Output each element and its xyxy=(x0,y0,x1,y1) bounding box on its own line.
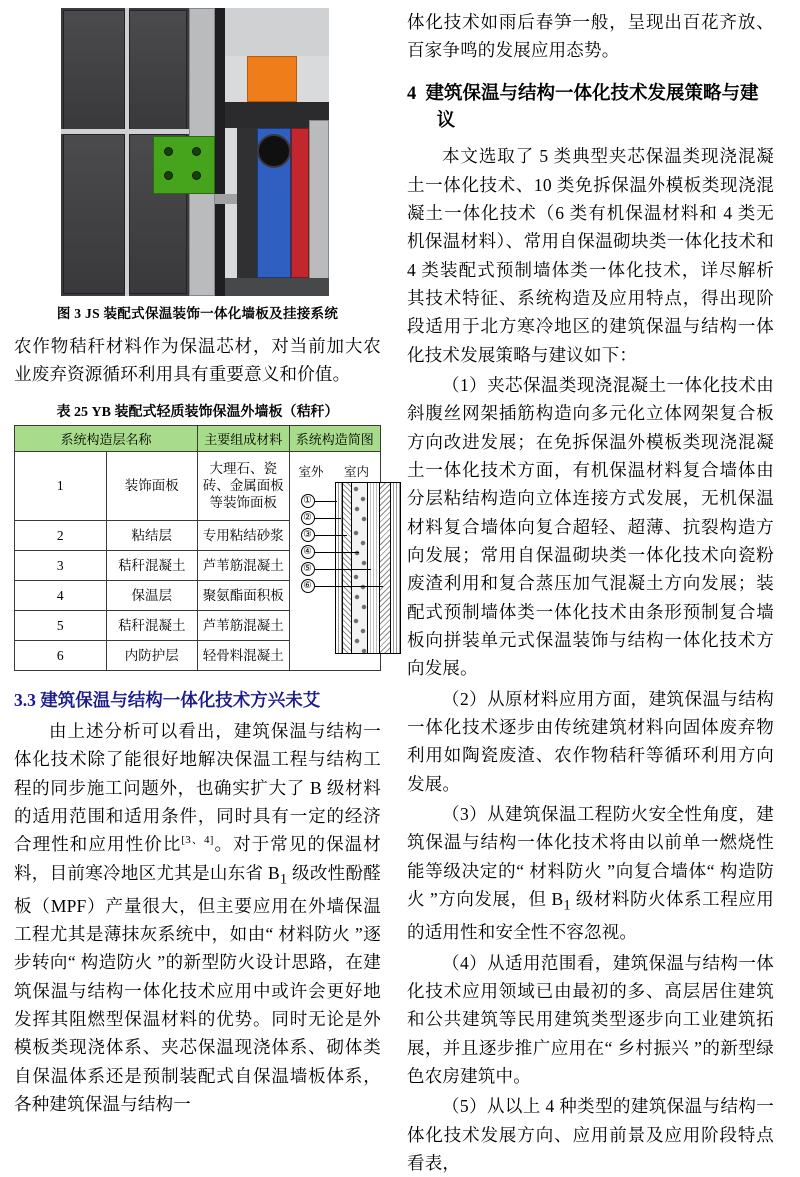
row-layer: 保温层 xyxy=(106,580,198,610)
callout-3: ③ xyxy=(301,528,315,542)
section-number: 4 xyxy=(407,83,417,104)
text-part-3: 级改性酚醛板（MPF）产量很大，但主要应用在外墙保温工程尤其是薄抹灰系统中，如由“ 材料防火 ”逐步转向“ 构造防火 ”的新型防火设计思路，在建筑保温与结构一体化技术应用中或许会更好地发挥其阻燃型保温材料的优势。同时无论是外模板类现浇体系、夹芯保温现浇体系、砌体类自保温体系还是预制装配式自保温墙板体系，各种建筑保温与结构一 xyxy=(14,862,381,1115)
text-part-1: 由上述分析可以看出，建筑保温与结构一体化技术除了能很好地解决保温工程与结构工程的同步施工问题外，也确实扩大了 B 级材料的适用范围和适用条件，同时具有一定的经济合理性和应用性价比 xyxy=(14,720,381,855)
table-row xyxy=(15,451,381,520)
row-index: 1 xyxy=(15,451,107,520)
figure-caption: 图 3 JS 装配式保温装饰一体化墙板及挂接系统 xyxy=(56,306,339,321)
row-index: 6 xyxy=(15,640,107,670)
diagram-label-outside: 室外 xyxy=(298,464,324,479)
figure-image xyxy=(61,8,329,296)
table-header-row xyxy=(15,425,381,451)
text-part-b: 级材料防火体系工程应用的适用性和安全性不容忽视。 xyxy=(407,889,775,943)
diagram-callouts xyxy=(301,494,315,593)
paragraph-continued-top: 体化技术如雨后春笋一般，呈现出百花齐放、百家争鸣的发展应用态势。 xyxy=(407,12,774,61)
section-title-text: 建筑保温与结构一体化技术发展策略与建议 xyxy=(425,83,759,132)
section-heading-3-3: 3.3 建筑保温与结构一体化技术方兴未艾 xyxy=(14,689,321,710)
section-4-paragraph-6: （5）从以上 4 种类型的建筑保温与结构一体化技术发展方向、应用前景及应用阶段特点看表， xyxy=(407,1096,774,1173)
text-part-2: 。对于常见的保温材料，目前寒冷地区尤其是山东省 B xyxy=(14,834,381,883)
row-index: 4 xyxy=(15,580,107,610)
callout-2: ② xyxy=(301,511,315,525)
wall-layer-stack xyxy=(335,482,401,654)
callout-5: ⑤ xyxy=(301,562,315,576)
row-index: 5 xyxy=(15,610,107,640)
diagram-label-inside: 室内 xyxy=(343,464,369,479)
callout-6: ⑥ xyxy=(301,579,315,593)
row-layer: 秸秆混凝土 xyxy=(106,550,198,580)
wall-diagram-cell xyxy=(289,451,381,670)
text-part-a: （3）从建筑保温工程防火安全性角度，建筑保温与结构一体化技术将由以前单一燃烧性能等级决定的“ 材料防火 ”向复合墙体“ 构造防火 ”方向发展，但 B xyxy=(407,804,774,910)
section-4-paragraph-2: （1）夹芯保温类现浇混凝土一体化技术由斜腹丝网架插筋构造向多元化立体网架复合板方向改进发展；在免拆保温外模板类现浇混凝土一体化技术方面，有机保温材料复合墙体由分层粘结构造向立体连接方式发展，无机保温材料复合墙体向复合超轻、超薄、抗裂构造方向发展；常用自保温砌块类一体化技术向瓷粉废渣利用和复合蒸压加气混凝土方向发展；装配式预制墙体类一体化技术由条形预制复合墙板向拼装单元式保温装饰与结构一体化技术方向发展。 xyxy=(407,374,774,679)
row-material: 聚氨酯面积板 xyxy=(198,580,290,610)
left-column xyxy=(14,8,381,1124)
row-material: 轻骨料混凝土 xyxy=(198,640,290,670)
paragraph-after-figure: 农作物秸秆材料作为保温芯材，对当前加大农业废弃资源循环利用具有重要意义和价值。 xyxy=(14,336,381,385)
row-index: 2 xyxy=(15,520,107,550)
row-index: 3 xyxy=(15,550,107,580)
table-title: 表 25 YB 装配式轻质装饰保温外墙板（秸秆） xyxy=(56,404,339,420)
figure-block xyxy=(14,8,381,332)
section-4-paragraph-1: 本文选取了 5 类典型夹芯保温类现浇混凝土一体化技术、10 类免拆保温外模板类现浇混凝土一体化技术（6 类有机保温材料和 4 类无机保温材料）、常用自保温砌块类一体化技术和 4 类装配式预制墙体类一体化技术，详尽解析其技术特征、系统构造及应用特点，得出现阶段适用于北方寒冷地区的建筑保温与结构一体化技术发展策略与建议如下： xyxy=(407,146,774,365)
subscript-b1: 1 xyxy=(279,871,288,888)
table-header-layer-name: 系统构造层名称 xyxy=(15,425,198,451)
row-layer: 装饰面板 xyxy=(106,451,198,520)
row-layer: 内防护层 xyxy=(106,640,198,670)
table-header-diagram: 系统构造简图 xyxy=(289,425,381,451)
wall-diagram xyxy=(293,456,378,666)
row-layer: 粘结层 xyxy=(106,520,198,550)
right-column xyxy=(407,8,775,1173)
row-material: 芦苇筋混凝土 xyxy=(198,550,290,580)
section-4-paragraph-4 xyxy=(407,800,774,946)
section-4-paragraph-5: （4）从适用范围看，建筑保温与结构一体化技术应用领域已由最初的多、高层居住建筑和公共建筑等民用建筑类型逐步向工业建筑拓展，并且逐步推广应用在“ 乡村振兴 ”的新型绿色农房建筑中。 xyxy=(407,952,774,1086)
row-material: 大理石、瓷砖、金属面板等装饰面板 xyxy=(198,451,290,520)
row-layer: 秸秆混凝土 xyxy=(106,610,198,640)
callout-4: ④ xyxy=(301,545,315,559)
reference-citation: [3、4] xyxy=(181,834,214,847)
section-heading-4 xyxy=(407,81,774,137)
callout-1: ① xyxy=(301,494,315,508)
wall-system-table xyxy=(14,425,381,671)
row-material: 专用粘结砂浆 xyxy=(198,520,290,550)
subscript-b1: 1 xyxy=(563,897,571,914)
section-4-paragraph-3: （2）从原材料应用方面，建筑保温与结构一体化技术逐步由传统建筑材料向固体废弃物利用如陶瓷废渣、农作物秸秆等循环利用方向发展。 xyxy=(407,688,774,794)
section-3-3-paragraph xyxy=(14,717,381,1119)
row-material: 芦苇筋混凝土 xyxy=(198,610,290,640)
table-header-material: 主要组成材料 xyxy=(198,425,290,451)
